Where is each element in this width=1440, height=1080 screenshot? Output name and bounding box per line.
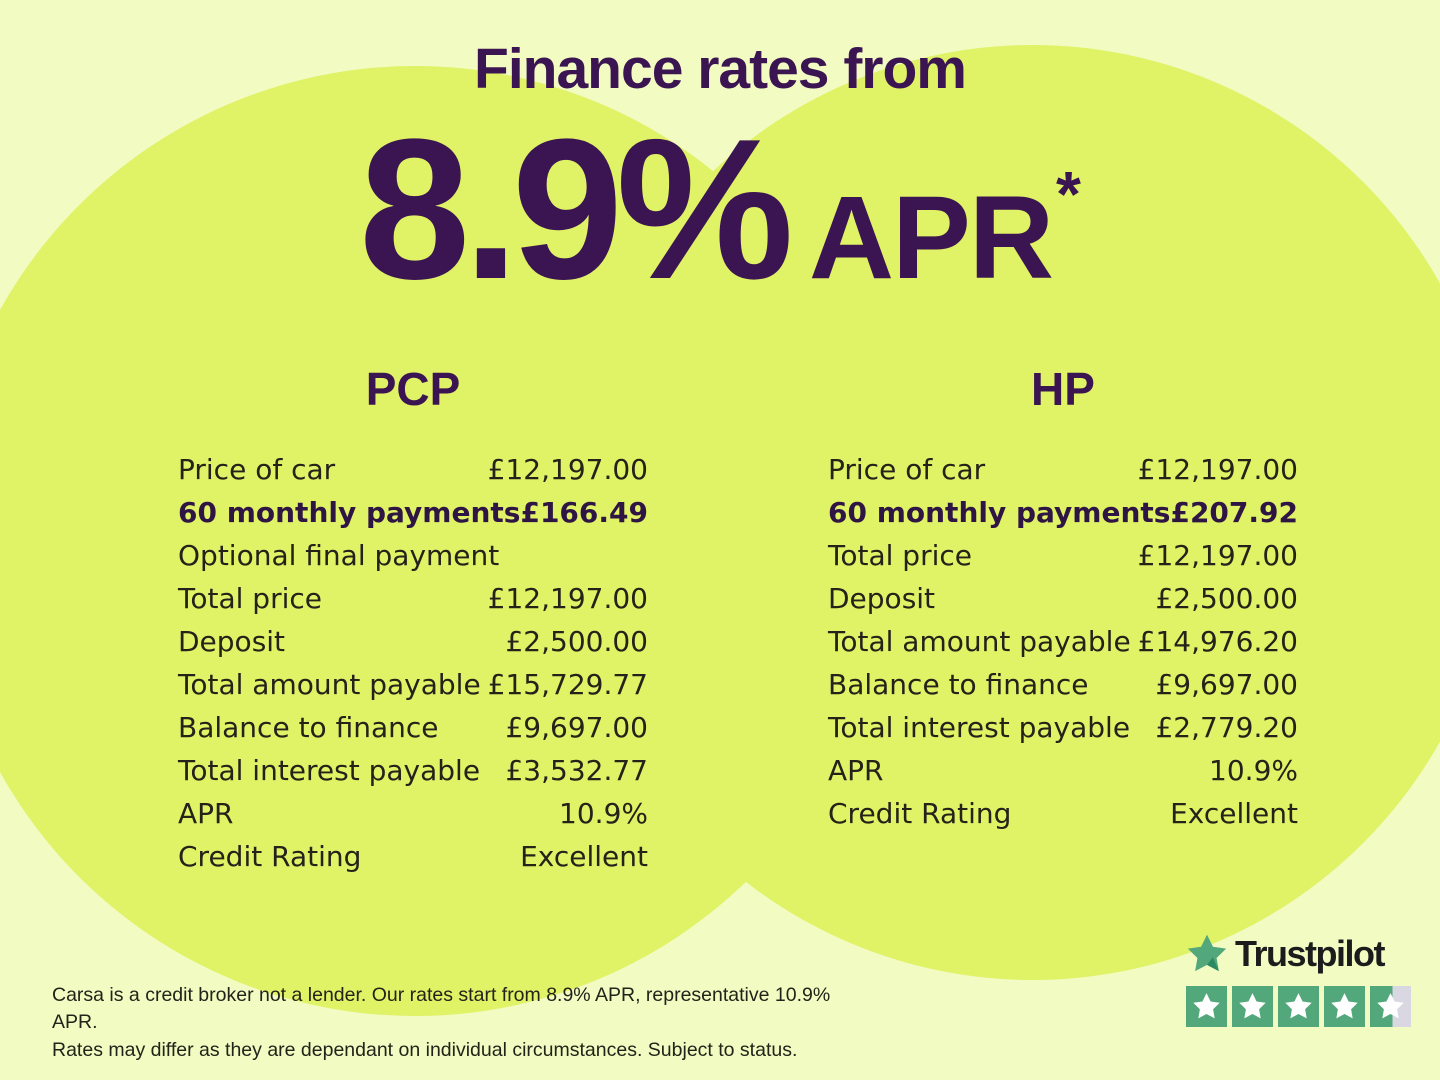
hp-table	[828, 363, 1298, 835]
row-value: £12,197.00	[1137, 453, 1298, 486]
row-value: Excellent	[1170, 797, 1298, 830]
row-value: £15,729.77	[487, 668, 648, 701]
table-row	[178, 706, 648, 749]
hp-heading: HP	[1031, 363, 1095, 415]
row-label: Optional final payment	[178, 539, 500, 572]
table-row	[828, 706, 1298, 749]
trustpilot-rating-stars	[1186, 986, 1411, 1027]
row-label: Credit Rating	[828, 797, 1012, 830]
rating-star-icon	[1324, 986, 1365, 1027]
row-value: £9,697.00	[505, 711, 648, 744]
table-row	[178, 792, 648, 835]
rating-star-half-icon	[1370, 986, 1411, 1027]
rate-unit: APR	[808, 172, 1053, 304]
table-row	[178, 835, 648, 878]
table-row	[178, 749, 648, 792]
row-value: £12,197.00	[1137, 539, 1298, 572]
trustpilot-star-icon	[1186, 933, 1228, 975]
hp-rows	[828, 448, 1298, 835]
headline-rate	[0, 98, 1440, 321]
row-value: 10.9%	[559, 797, 648, 830]
row-label: Deposit	[828, 582, 936, 615]
row-label: Price of car	[828, 453, 986, 486]
table-row	[828, 792, 1298, 835]
trustpilot-logo	[1186, 933, 1411, 975]
table-row	[178, 448, 648, 491]
table-row	[828, 577, 1298, 620]
row-label: APR	[178, 797, 234, 830]
row-value: £2,500.00	[1155, 582, 1298, 615]
disclaimer-line-1: Carsa is a credit broker not a lender. Our rates start from 8.9% APR, representative 10.9% APR.	[52, 984, 831, 1034]
table-row	[178, 491, 648, 534]
row-value: £2,500.00	[505, 625, 648, 658]
row-label: Total interest payable	[828, 711, 1131, 744]
row-value: £2,779.20	[1155, 711, 1298, 744]
row-label: Balance to finance	[828, 668, 1089, 701]
table-row	[828, 749, 1298, 792]
row-value: £3,532.77	[505, 754, 648, 787]
row-value: £12,197.00	[487, 453, 648, 486]
table-row	[828, 534, 1298, 577]
rate-asterisk: *	[1056, 158, 1081, 230]
row-label: Deposit	[178, 625, 286, 658]
row-label: Balance to finance	[178, 711, 439, 744]
row-label: Credit Rating	[178, 840, 362, 873]
trustpilot-widget	[1186, 933, 1411, 1027]
rating-star-icon	[1278, 986, 1319, 1027]
row-label: 60 monthly payments	[178, 496, 521, 529]
row-value: Excellent	[520, 840, 648, 873]
row-value: £207.92	[1170, 496, 1298, 529]
rate-value: 8.9%	[359, 98, 787, 321]
row-value: £12,197.00	[487, 582, 648, 615]
row-label: APR	[828, 754, 884, 787]
pcp-heading: PCP	[365, 363, 461, 415]
table-row	[828, 620, 1298, 663]
pcp-table	[178, 363, 648, 878]
row-label: Total interest payable	[178, 754, 481, 787]
row-label: Total price	[178, 582, 322, 615]
page-title: Finance rates from	[474, 37, 966, 101]
row-label: Price of car	[178, 453, 336, 486]
row-value: £14,976.20	[1137, 625, 1298, 658]
table-row	[178, 663, 648, 706]
row-label: 60 monthly payments	[828, 496, 1171, 529]
rating-star-icon	[1186, 986, 1227, 1027]
row-value: £166.49	[520, 496, 648, 529]
row-value: 10.9%	[1209, 754, 1298, 787]
table-row	[178, 620, 648, 663]
table-row	[828, 448, 1298, 491]
row-value: £9,697.00	[1155, 668, 1298, 701]
row-label: Total amount payable	[178, 668, 481, 701]
table-row	[828, 663, 1298, 706]
disclaimer-line-2: Rates may differ as they are dependant on individual circumstances. Subject to status.	[52, 1038, 798, 1061]
row-label: Total amount payable	[828, 625, 1131, 658]
row-label: Total price	[828, 539, 972, 572]
pcp-rows	[178, 448, 648, 878]
table-row	[178, 577, 648, 620]
rating-star-icon	[1232, 986, 1273, 1027]
table-row	[828, 491, 1298, 534]
table-row	[178, 534, 648, 577]
disclaimer-text	[52, 982, 842, 1064]
trustpilot-wordmark: Trustpilot	[1235, 933, 1384, 974]
